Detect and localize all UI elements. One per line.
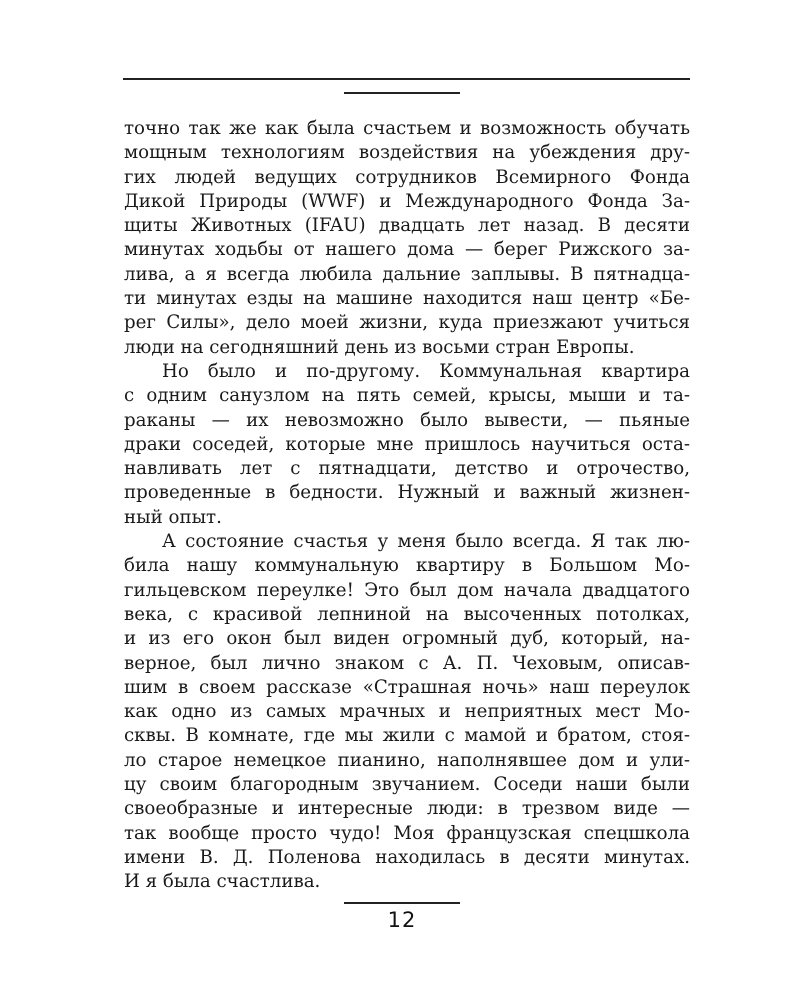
text-line: гих людей ведущих сотрудников Всемирного Фонда: [124, 166, 690, 188]
footer-rule: [344, 902, 460, 904]
text-line: навливать лет с пятнадцати, детство и отрочество,: [124, 458, 690, 480]
text-line: как одно из самых мрачных и неприятных мест Мо-: [124, 701, 690, 723]
text-line: верное, был лично знаком с А. П. Чеховым, описав-: [124, 652, 690, 674]
text-line: щиты Животных (IFAU) двадцать лет назад. В десяти: [124, 215, 690, 237]
text-line: ло старое немецкое пианино, наполнявшее дом и ули-: [124, 749, 690, 771]
text-line: раканы — их невозможно было вывести, — пьяные: [124, 409, 690, 431]
text-line: цу своим благородным звучанием. Соседи наши были: [124, 774, 690, 796]
text-line: мощным технологиям воздействия на убеждения дру-: [124, 142, 690, 164]
text-line: проведенные в бедности. Нужный и важный жизнен-: [124, 482, 690, 504]
text-line: своеобразные и интересные люди: в трезвом виде —: [124, 798, 690, 820]
text-line: шим в своем рассказе «Страшная ночь» наш переулок: [124, 676, 690, 698]
text-line: с одним санузлом на пять семей, крысы, мыши и та-: [124, 385, 690, 407]
text-line: била нашу коммунальную квартиру в Большом Мо-: [124, 555, 690, 577]
text-line: драки соседей, которые мне пришлось научиться оста-: [124, 433, 690, 455]
text-line: Но было и по-другому. Коммунальная квартира: [162, 360, 690, 382]
body-text: [124, 117, 690, 895]
text-line: так вообще просто чудо! Моя французская спецшкола: [124, 822, 690, 844]
text-line: лива, а я всегда любила дальние заплывы. В пятнадца-: [124, 263, 690, 285]
text-line: Дикой Природы (WWF) и Международного Фонда За-: [124, 190, 690, 212]
text-line: и из его окон был виден огромный дуб, который, на-: [124, 628, 690, 650]
text-line: ный опыт.: [124, 506, 222, 528]
header-short-rule: [344, 92, 460, 94]
text-line: люди на сегодняшний день из восьми стран Европы.: [124, 336, 635, 358]
page-number: 12: [387, 908, 417, 932]
text-line: ти минутах езды на машине находится наш центр «Бе-: [124, 288, 690, 310]
text-line: А состояние счастья у меня было всегда. Я так лю-: [162, 531, 690, 553]
header-rule: [123, 78, 690, 80]
text-line: рег Силы», дело моей жизни, куда приезжают учиться: [124, 312, 690, 334]
text-line: имени В. Д. Поленова находилась в десяти минутах.: [124, 846, 690, 868]
text-line: точно так же как была счастьем и возможность обучать: [124, 118, 690, 139]
text-line: минутах ходьбы от нашего дома — берег Рижского за-: [124, 239, 690, 261]
text-line: И я была счастлива.: [124, 871, 321, 893]
text-line: сквы. В комнате, где мы жили с мамой и братом, стоя-: [124, 725, 690, 747]
text-line: гильцевском переулке! Это был дом начала двадцатого: [124, 579, 690, 601]
text-line: века, с красивой лепниной на высоченных потолках,: [124, 603, 690, 625]
